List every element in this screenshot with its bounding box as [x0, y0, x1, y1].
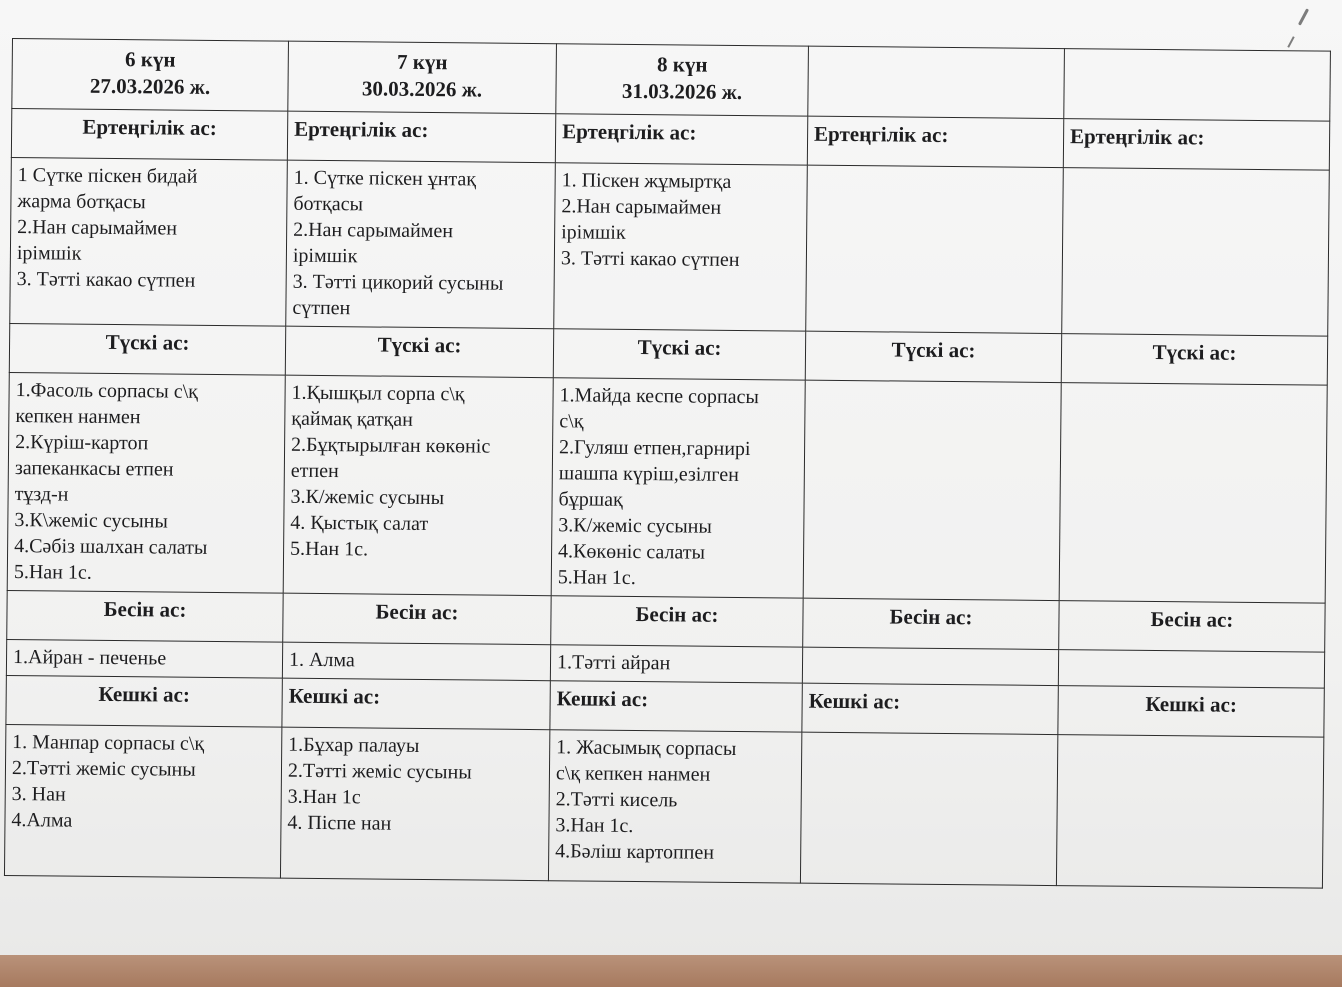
meal-label: Ертеңгілік ас: [287, 111, 555, 163]
meal-label: Кешкі ас: [550, 681, 802, 733]
pen-mark [1287, 36, 1294, 48]
meal-items [806, 166, 1064, 334]
meal-items: 1. Сүтке піскен ұнтақ ботқасы 2.Нан сарымаймен ірімшік 3. Тәтті цикорий сусыны сүтпен [286, 161, 556, 329]
meal-label: Түскі ас: [1061, 334, 1327, 386]
day-header-row [12, 39, 1331, 122]
meal-label: Түскі ас: [553, 329, 805, 381]
meal-label: Кешкі ас: [282, 678, 550, 730]
menu-table [4, 38, 1331, 889]
meal-items: 1.Фасоль сорпасы с\қ кепкен нанмен 2.Күріш-картоп запеканкасы етпен тұзд-н 3.К\жеміс сусыны 4.Сәбіз шалхан салаты 5.Нан 1с. [7, 373, 285, 593]
meal-items [1056, 735, 1323, 888]
meal-label: Бесін ас: [283, 593, 551, 645]
meal-label: Ертеңгілік ас: [807, 116, 1063, 168]
day-header [808, 46, 1065, 119]
meal-label: Ертеңгілік ас: [1063, 119, 1329, 171]
meal-label: Бесін ас: [803, 598, 1059, 650]
meal-items [1062, 168, 1330, 336]
lunch-items-row [7, 373, 1327, 603]
breakfast-items-row [10, 158, 1330, 336]
day-header: 8 күн 31.03.2026 ж. [556, 44, 809, 117]
dinner-items-row [4, 725, 1323, 888]
meal-label: Бесін ас: [7, 590, 283, 642]
meal-items: 1.Айран - печенье [6, 640, 282, 679]
meal-label: Түскі ас: [285, 326, 553, 378]
pen-mark [1298, 8, 1309, 25]
meal-label: Түскі ас: [805, 331, 1061, 383]
day-header: 6 күн 27.03.2026 ж. [12, 39, 289, 112]
meal-label: Ертеңгілік ас: [11, 109, 287, 161]
meal-items: 1 Сүтке піскен бидай жарма ботқасы 2.Нан сарымаймен ірімшік 3. Тәтті какао сүтпен [10, 158, 288, 326]
meal-items: 1.Тәтті айран [550, 645, 802, 684]
day-header [1064, 49, 1331, 122]
day-header: 7 күн 30.03.2026 ж. [288, 41, 557, 114]
meal-label: Бесін ас: [551, 596, 803, 648]
meal-items [1058, 650, 1324, 689]
meal-label: Түскі ас: [9, 323, 285, 375]
meal-items [1059, 383, 1327, 603]
meal-label: Кешкі ас: [802, 683, 1058, 735]
meal-label: Ертеңгілік ас: [555, 114, 807, 166]
meal-items: 1. Алма [282, 642, 550, 681]
floor-surface [0, 955, 1342, 987]
meal-label: Кешкі ас: [1058, 686, 1324, 738]
meal-label: Кешкі ас: [6, 676, 282, 728]
meal-items: 1. Піскен жұмыртқа 2.Нан сарымаймен ірімшік 3. Тәтті какао сүтпен [554, 163, 808, 331]
meal-items [802, 647, 1058, 686]
meal-items [803, 380, 1061, 600]
meal-items: 1. Манпар сорпасы с\қ 2.Тәтті жеміс сусыны 3. Нан 4.Алма [4, 725, 281, 878]
meal-items [800, 733, 1057, 886]
meal-label: Бесін ас: [1059, 601, 1325, 653]
meal-items: 1.Қышқыл сорпа с\қ қаймақ қатқан 2.Бұқтырылған көкөніс етпен 3.К/жеміс сусыны 4. Қыстық салат 5.Нан 1с. [283, 375, 553, 595]
meal-items: 1.Бұхар палауы 2.Тәтті жеміс сусыны 3.Нан 1с 4. Піспе нан [280, 728, 549, 881]
meal-items: 1. Жасымық сорпасы с\қ кепкен нанмен 2.Тәтті кисель 3.Нан 1с. 4.Бәліш картоппен [548, 730, 801, 883]
meal-items: 1.Майда кеспе сорпасы с\қ 2.Гуляш етпен,гарнирі шашпа күріш,езілген бұршақ 3.К/жеміс сусыны 4.Көкөніс салаты 5.Нан 1с. [551, 378, 805, 598]
